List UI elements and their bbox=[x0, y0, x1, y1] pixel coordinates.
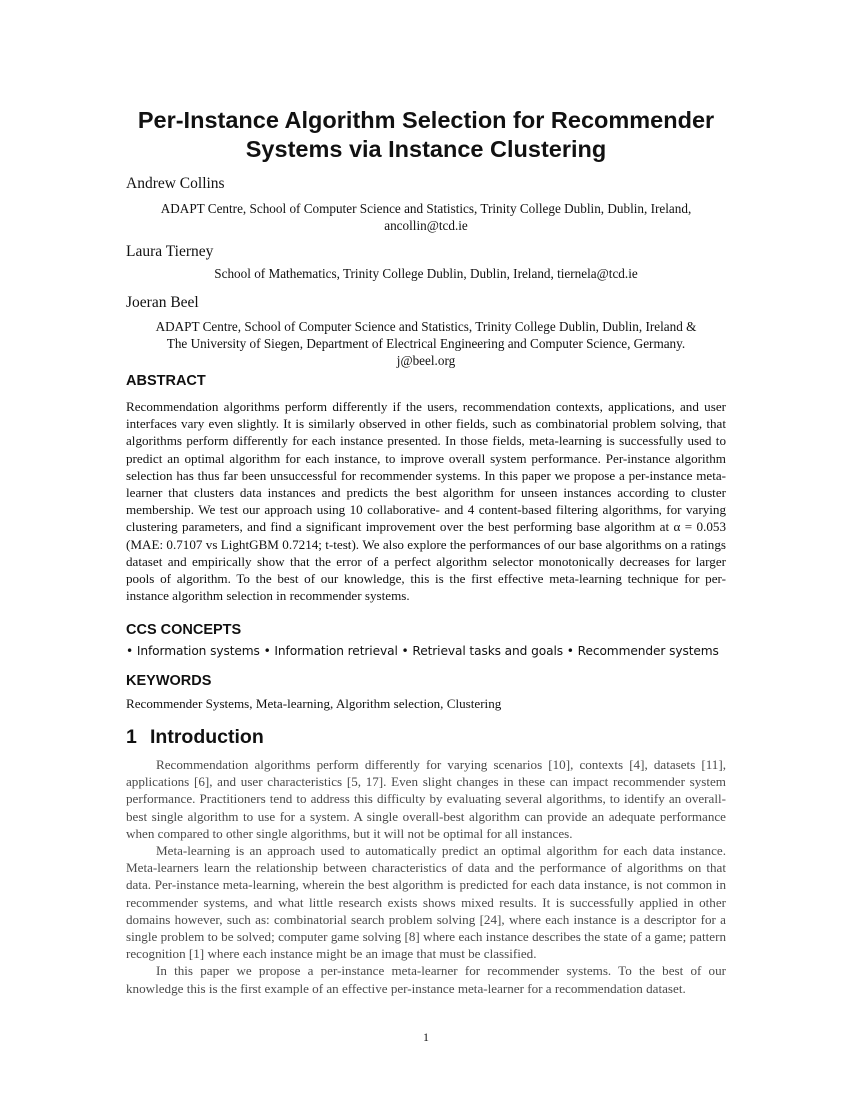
section-heading-introduction bbox=[126, 726, 264, 749]
paper-title bbox=[116, 106, 736, 164]
author-affiliation bbox=[126, 265, 726, 282]
author-email: ancollin@tcd.ie bbox=[384, 218, 468, 233]
paragraph: In this paper we propose a per-instance meta-learner for recommender systems. To the best of our knowledge this is the first example of an effective per-instance meta-learner for a recommendation dataset. bbox=[126, 963, 726, 996]
paragraph: Meta-learning is an approach used to automatically predict an optimal algorithm for each data instance. Meta-learners learn the relationship between characteristics of data and the performance of algorithms on that data. Per-instance meta-learning, wherein the best algorithm is predicted for each data instance, is not common in recommender systems, and what little research exists shows mixed results. It is successfully applied in other domains however, such as: combinatorial search problem solving [24], where each instance is a descriptor for a single problem to be solved; computer game solving [8] where each instance describes the state of a game; pattern recognition [1] where each instance might be an image that must be classified. bbox=[126, 843, 726, 962]
title-line-2: Systems via Instance Clustering bbox=[245, 136, 607, 162]
ccs-heading: CCS CONCEPTS bbox=[126, 622, 242, 638]
affiliation-line: The University of Siegen, Department of Electrical Engineering and Computer Science, Germany. bbox=[166, 336, 686, 351]
affiliation-line: School of Mathematics, Trinity College Dublin, Dublin, Ireland, tiernela@tcd.ie bbox=[214, 266, 638, 281]
author-name: Joeran Beel bbox=[126, 294, 199, 311]
author-name: Andrew Collins bbox=[126, 175, 225, 192]
section-title: Introduction bbox=[150, 726, 264, 748]
section-number: 1 bbox=[126, 726, 137, 748]
affiliation-line: ADAPT Centre, School of Computer Science and Statistics, Trinity College Dublin, Dublin, Ireland & bbox=[155, 319, 697, 334]
author-affiliation bbox=[126, 200, 726, 234]
abstract-heading: ABSTRACT bbox=[126, 373, 206, 389]
author-email: j@beel.org bbox=[396, 353, 456, 368]
author-name: Laura Tierney bbox=[126, 243, 214, 260]
keywords-text: Recommender Systems, Meta-learning, Algorithm selection, Clustering bbox=[126, 696, 502, 711]
ccs-concepts-text: • Information systems • Information retrieval • Retrieval tasks and goals • Recommender systems bbox=[126, 644, 719, 658]
title-line-1: Per-Instance Algorithm Selection for Recommender bbox=[137, 107, 715, 133]
paragraph: Recommendation algorithms perform differently for varying scenarios [10], contexts [4], datasets [11], applications [6], and user characteristics [5, 17]. Even slight changes in these can impact recommender system performance. Practitioners tend to address this difficulty by evaluating several algorithms, to identify an overall-best single algorithm to use for a system. A single overall-best algorithm can provide an adequate performance when compared to other single algorithms, but it will not be optimal for all instances. bbox=[126, 757, 726, 841]
page-number: 1 bbox=[423, 1030, 429, 1044]
affiliation-line: ADAPT Centre, School of Computer Science and Statistics, Trinity College Dublin, Dublin, Ireland, bbox=[160, 201, 692, 216]
keywords-heading: KEYWORDS bbox=[126, 673, 212, 689]
introduction-body bbox=[126, 756, 726, 997]
abstract-text: Recommendation algorithms perform differently if the users, recommendation contexts, applications, and user interfaces vary even slightly. It is similarly observed in other fields, such as combinatorial problem solving, that algorithms perform differently for each instance presented. In those fields, meta-learning is successfully used to predict an optimal algorithm for each instance, to improve overall system performance. Per-instance algorithm selection has thus far been unsuccessful for recommender systems. In this paper we propose a per-instance meta-learner that clusters data instances and predicts the best algorithm for unseen instances according to cluster membership. We test our approach using 10 collaborative- and 4 content-based filtering algorithms, for varying clustering parameters, and find a significant improvement over the best performing base algorithm at α = 0.053 (MAE: 0.7107 vs LightGBM 0.7214; t-test). We also explore the performances of our base algorithms on a ratings dataset and empirically show that the error of a perfect algorithm selector monotonically decreases for larger pools of algorithm. To the best of our knowledge, this is the first effective meta-learning technique for per-instance algorithm selection in recommender systems. bbox=[126, 399, 726, 604]
author-affiliation bbox=[126, 318, 726, 369]
